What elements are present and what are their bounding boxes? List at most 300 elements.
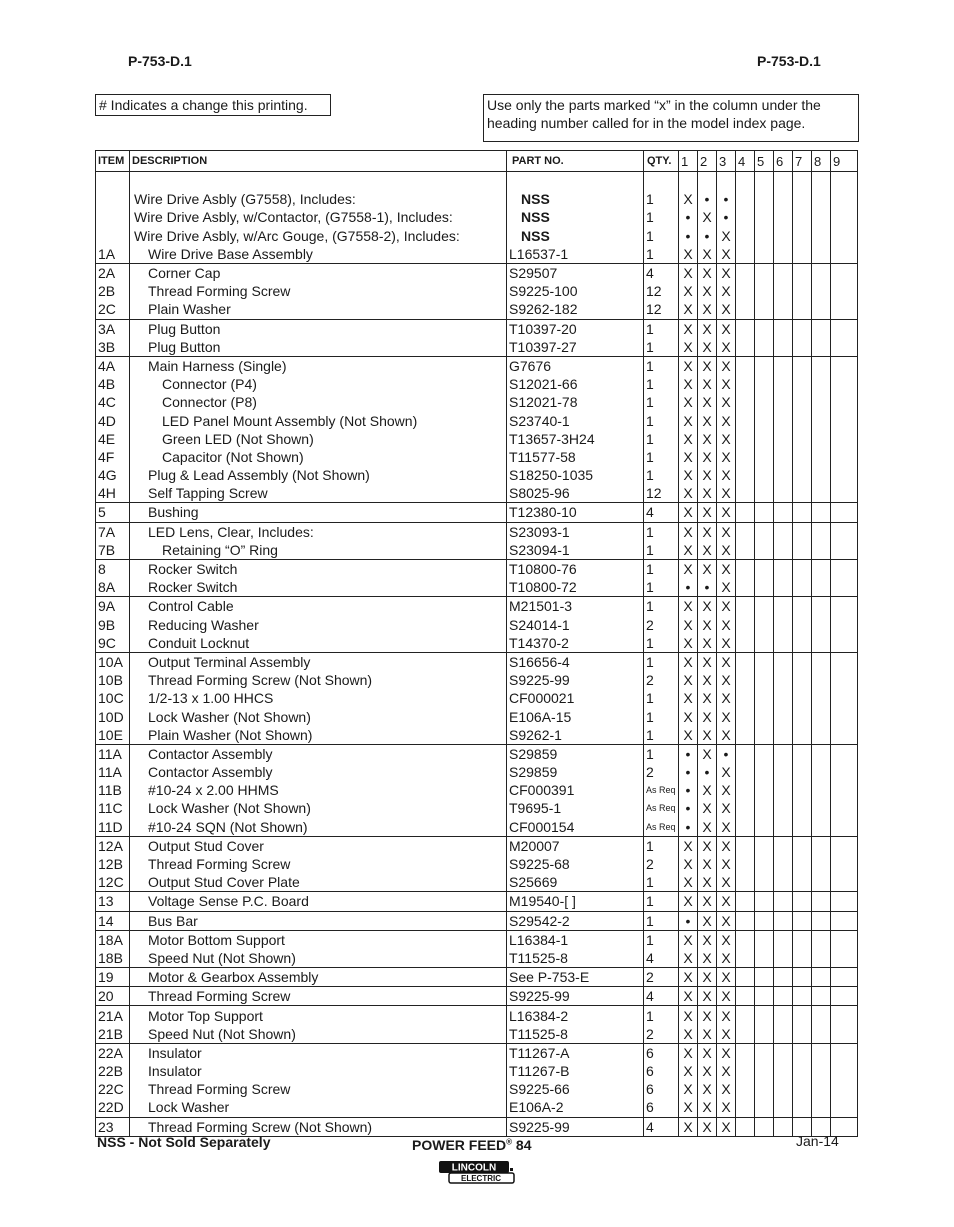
model-3-mark: X (717, 484, 736, 503)
item-description: Green LED (Not Shown) (130, 430, 507, 448)
product-model: 84 (512, 1137, 532, 1153)
model-8-mark (812, 1062, 831, 1080)
model-2-mark: X (698, 726, 717, 745)
model-4-mark (736, 338, 755, 357)
model-1-mark: X (679, 873, 698, 892)
model-5-mark (755, 559, 774, 578)
quantity: 1 (644, 356, 679, 375)
part-number: T10800-72 (507, 578, 644, 597)
model-5-mark (755, 393, 774, 411)
model-9-mark (831, 282, 858, 300)
change-note: # Indicates a change this printing. (95, 94, 331, 116)
model-1-mark: X (679, 411, 698, 429)
model-9-mark (831, 671, 858, 689)
model-4-mark (736, 616, 755, 634)
part-number: CF000021 (507, 689, 644, 707)
table-row (96, 541, 858, 560)
model-5-mark (755, 836, 774, 855)
model-6-mark (774, 1025, 793, 1044)
part-number: S23094-1 (507, 541, 644, 560)
model-6-mark (774, 375, 793, 393)
model-3-mark: X (717, 227, 736, 245)
part-number: L16384-2 (507, 1006, 644, 1025)
item-description: Main Harness (Single) (130, 356, 507, 375)
model-5-mark (755, 338, 774, 357)
item-number: 21B (96, 1025, 130, 1044)
part-number: S9225-100 (507, 282, 644, 300)
nss-legend: NSS - Not Sold Separately (97, 1134, 271, 1150)
model-2-mark: X (698, 987, 717, 1006)
model-3-mark: X (717, 652, 736, 671)
model-6-mark (774, 911, 793, 930)
model-2-mark: • (698, 227, 717, 245)
model-8-mark (812, 338, 831, 357)
quantity: 1 (644, 559, 679, 578)
model-1-mark: X (679, 1098, 698, 1117)
model-2-mark: X (698, 338, 717, 357)
part-number: S9225-99 (507, 1117, 644, 1136)
model-2-mark: X (698, 855, 717, 873)
model-5-mark (755, 616, 774, 634)
model-5-mark (755, 968, 774, 987)
model-8-mark (812, 522, 831, 541)
model-8-mark (812, 781, 831, 799)
table-row (96, 873, 858, 892)
item-number: 10A (96, 652, 130, 671)
item-description: Bushing (130, 503, 507, 522)
model-3-mark: X (717, 1025, 736, 1044)
model-8-mark (812, 873, 831, 892)
model-5-mark (755, 1098, 774, 1117)
model-7-mark (793, 208, 812, 226)
model-1-mark: • (679, 763, 698, 781)
model-4-mark (736, 726, 755, 745)
item-description: LED Panel Mount Assembly (Not Shown) (130, 411, 507, 429)
table-row (96, 430, 858, 448)
quantity: 6 (644, 1080, 679, 1098)
quantity: 1 (644, 597, 679, 616)
table-row (96, 671, 858, 689)
item-number: 4F (96, 448, 130, 466)
model-3-mark: X (717, 1080, 736, 1098)
product-name (412, 1137, 532, 1153)
item-description: Plug & Lead Assembly (Not Shown) (130, 466, 507, 484)
quantity: 1 (644, 208, 679, 226)
model-6-mark (774, 356, 793, 375)
model-8-mark (812, 190, 831, 208)
item-number: 13 (96, 892, 130, 911)
model-5-mark (755, 892, 774, 911)
part-number: T11525-8 (507, 949, 644, 968)
model-4-mark (736, 818, 755, 837)
item-number (96, 227, 130, 245)
model-8-mark (812, 1006, 831, 1025)
quantity: 1 (644, 430, 679, 448)
model-8-mark (812, 799, 831, 817)
model-7-mark (793, 873, 812, 892)
quantity: 1 (644, 873, 679, 892)
model-5-mark (755, 245, 774, 264)
model-8-mark (812, 652, 831, 671)
model-5-mark (755, 634, 774, 653)
model-4-mark (736, 836, 755, 855)
model-9-mark (831, 836, 858, 855)
model-8-mark (812, 208, 831, 226)
model-2-mark: X (698, 1080, 717, 1098)
model-2-mark: X (698, 689, 717, 707)
model-3-mark: X (717, 968, 736, 987)
model-8-mark (812, 911, 831, 930)
model-7-mark (793, 503, 812, 522)
model-6-mark (774, 1117, 793, 1136)
model-6-mark (774, 263, 793, 282)
table-row (96, 744, 858, 763)
item-number: 3A (96, 319, 130, 338)
model-7-mark (793, 707, 812, 725)
model-1-mark: X (679, 1117, 698, 1136)
item-number: 2B (96, 282, 130, 300)
model-9-mark (831, 1025, 858, 1044)
model-1-mark: X (679, 1043, 698, 1062)
model-8-mark (812, 393, 831, 411)
model-2-mark: X (698, 968, 717, 987)
model-1-mark: X (679, 836, 698, 855)
model-9-mark (831, 393, 858, 411)
model-9-mark (831, 744, 858, 763)
model-9-mark (831, 1080, 858, 1098)
part-number: S9262-1 (507, 726, 644, 745)
model-9-mark (831, 799, 858, 817)
part-number: T10800-76 (507, 559, 644, 578)
model-1-mark: X (679, 726, 698, 745)
model-6-mark (774, 522, 793, 541)
item-description: Voltage Sense P.C. Board (130, 892, 507, 911)
model-1-mark: X (679, 282, 698, 300)
table-row (96, 393, 858, 411)
item-number: 9A (96, 597, 130, 616)
item-description: 1/2-13 x 1.00 HHCS (130, 689, 507, 707)
model-8-mark (812, 484, 831, 503)
item-description: Wire Drive Asbly (G7558), Includes: (130, 190, 507, 208)
model-6-mark (774, 671, 793, 689)
item-number: 10C (96, 689, 130, 707)
model-5-mark (755, 818, 774, 837)
model-4-mark (736, 559, 755, 578)
model-4-mark (736, 1043, 755, 1062)
model-8-mark (812, 616, 831, 634)
model-2-mark: X (698, 375, 717, 393)
model-4-mark (736, 263, 755, 282)
item-number: 1A (96, 245, 130, 264)
item-description: Connector (P4) (130, 375, 507, 393)
model-6-mark (774, 208, 793, 226)
model-2-mark: X (698, 245, 717, 264)
model-9-mark (831, 227, 858, 245)
item-description: Contactor Assembly (130, 744, 507, 763)
part-number: NSS (507, 227, 644, 245)
model-9-mark (831, 781, 858, 799)
model-5-mark (755, 282, 774, 300)
item-description: Output Terminal Assembly (130, 652, 507, 671)
model-1-mark: • (679, 227, 698, 245)
item-description: Plain Washer (130, 300, 507, 319)
model-1-mark: • (679, 208, 698, 226)
model-1-mark: X (679, 466, 698, 484)
col-model-4: 4 (736, 151, 755, 172)
part-number: M20007 (507, 836, 644, 855)
model-4-mark (736, 911, 755, 930)
table-row (96, 1025, 858, 1044)
model-6-mark (774, 781, 793, 799)
model-2-mark: X (698, 1098, 717, 1117)
part-number: S25669 (507, 873, 644, 892)
model-3-mark: X (717, 282, 736, 300)
quantity: 1 (644, 338, 679, 357)
model-7-mark (793, 430, 812, 448)
model-1-mark: X (679, 1006, 698, 1025)
model-3-mark: X (717, 763, 736, 781)
quantity: 1 (644, 190, 679, 208)
model-5-mark (755, 208, 774, 226)
item-description: Self Tapping Screw (130, 484, 507, 503)
model-2-mark: X (698, 430, 717, 448)
model-6-mark (774, 300, 793, 319)
model-2-mark: X (698, 634, 717, 653)
model-7-mark (793, 744, 812, 763)
quantity: 6 (644, 1062, 679, 1080)
item-description: Thread Forming Screw (Not Shown) (130, 1117, 507, 1136)
model-3-mark: X (717, 356, 736, 375)
model-6-mark (774, 855, 793, 873)
model-7-mark (793, 781, 812, 799)
model-4-mark (736, 300, 755, 319)
model-2-mark: X (698, 282, 717, 300)
model-7-mark (793, 763, 812, 781)
spacer-row (96, 172, 858, 191)
table-row (96, 1098, 858, 1117)
model-2-mark: X (698, 393, 717, 411)
part-number: M19540-[ ] (507, 892, 644, 911)
model-3-mark: • (717, 190, 736, 208)
item-number: 4G (96, 466, 130, 484)
quantity: 12 (644, 282, 679, 300)
model-7-mark (793, 227, 812, 245)
model-8-mark (812, 818, 831, 837)
model-8-mark (812, 245, 831, 264)
part-number: S9225-99 (507, 987, 644, 1006)
model-6-mark (774, 597, 793, 616)
item-description: Speed Nut (Not Shown) (130, 1025, 507, 1044)
model-4-mark (736, 1025, 755, 1044)
model-1-mark: X (679, 949, 698, 968)
model-6-mark (774, 634, 793, 653)
model-7-mark (793, 1098, 812, 1117)
model-6-mark (774, 393, 793, 411)
model-2-mark: X (698, 559, 717, 578)
item-number: 2A (96, 263, 130, 282)
model-5-mark (755, 541, 774, 560)
item-description: Plug Button (130, 338, 507, 357)
table-row (96, 763, 858, 781)
part-number: S9262-182 (507, 300, 644, 319)
model-5-mark (755, 689, 774, 707)
quantity: As Req (644, 818, 679, 837)
model-5-mark (755, 503, 774, 522)
quantity: 4 (644, 263, 679, 282)
quantity: 1 (644, 707, 679, 725)
model-9-mark (831, 873, 858, 892)
model-7-mark (793, 466, 812, 484)
model-3-mark: X (717, 578, 736, 597)
model-9-mark (831, 300, 858, 319)
model-7-mark (793, 1062, 812, 1080)
model-9-mark (831, 559, 858, 578)
model-2-mark: X (698, 319, 717, 338)
part-number: G7676 (507, 356, 644, 375)
model-3-mark: X (717, 393, 736, 411)
model-4-mark (736, 319, 755, 338)
model-9-mark (831, 190, 858, 208)
model-7-mark (793, 338, 812, 357)
model-9-mark (831, 356, 858, 375)
model-7-mark (793, 411, 812, 429)
model-7-mark (793, 855, 812, 873)
item-description: Wire Drive Base Assembly (130, 245, 507, 264)
model-7-mark (793, 799, 812, 817)
model-5-mark (755, 356, 774, 375)
model-2-mark: X (698, 1006, 717, 1025)
table-row (96, 356, 858, 375)
model-9-mark (831, 930, 858, 949)
item-number: 7A (96, 522, 130, 541)
model-2-mark: X (698, 671, 717, 689)
model-3-mark: X (717, 559, 736, 578)
model-5-mark (755, 411, 774, 429)
model-5-mark (755, 227, 774, 245)
item-description: Thread Forming Screw (130, 855, 507, 873)
table-row (96, 319, 858, 338)
table-row (96, 263, 858, 282)
model-5-mark (755, 1117, 774, 1136)
table-row (96, 726, 858, 745)
model-2-mark: X (698, 707, 717, 725)
model-4-mark (736, 1117, 755, 1136)
table-row (96, 1043, 858, 1062)
quantity: 2 (644, 1025, 679, 1044)
model-2-mark: X (698, 873, 717, 892)
model-3-mark: X (717, 1043, 736, 1062)
model-8-mark (812, 227, 831, 245)
model-2-mark: X (698, 744, 717, 763)
model-5-mark (755, 1025, 774, 1044)
model-6-mark (774, 707, 793, 725)
item-description: Lock Washer (130, 1098, 507, 1117)
model-9-mark (831, 522, 858, 541)
model-2-mark: X (698, 1043, 717, 1062)
model-9-mark (831, 430, 858, 448)
model-8-mark (812, 356, 831, 375)
quantity: 2 (644, 763, 679, 781)
model-1-mark: • (679, 799, 698, 817)
part-number: S29859 (507, 763, 644, 781)
model-6-mark (774, 338, 793, 357)
model-8-mark (812, 707, 831, 725)
item-description: #10-24 SQN (Not Shown) (130, 818, 507, 837)
model-6-mark (774, 282, 793, 300)
item-description: Contactor Assembly (130, 763, 507, 781)
item-number: 12A (96, 836, 130, 855)
model-3-mark: X (717, 689, 736, 707)
model-4-mark (736, 1006, 755, 1025)
model-4-mark (736, 652, 755, 671)
model-3-mark: X (717, 818, 736, 837)
model-8-mark (812, 1080, 831, 1098)
model-1-mark: X (679, 987, 698, 1006)
model-3-mark: X (717, 263, 736, 282)
part-number: T10397-27 (507, 338, 644, 357)
model-7-mark (793, 652, 812, 671)
model-1-mark: X (679, 190, 698, 208)
model-1-mark: X (679, 855, 698, 873)
table-row (96, 597, 858, 616)
col-model-3: 3 (717, 151, 736, 172)
model-2-mark: X (698, 652, 717, 671)
quantity: 1 (644, 689, 679, 707)
model-4-mark (736, 799, 755, 817)
model-8-mark (812, 375, 831, 393)
quantity: 1 (644, 892, 679, 911)
model-7-mark (793, 892, 812, 911)
model-5-mark (755, 597, 774, 616)
item-description: Wire Drive Asbly, w/Contactor, (G7558-1), Includes: (130, 208, 507, 226)
model-5-mark (755, 763, 774, 781)
model-7-mark (793, 1006, 812, 1025)
part-number: T9695-1 (507, 799, 644, 817)
model-2-mark: X (698, 448, 717, 466)
col-model-6: 6 (774, 151, 793, 172)
part-number: CF000154 (507, 818, 644, 837)
table-row (96, 930, 858, 949)
item-number: 22D (96, 1098, 130, 1117)
model-9-mark (831, 597, 858, 616)
model-9-mark (831, 245, 858, 264)
model-6-mark (774, 245, 793, 264)
model-7-mark (793, 836, 812, 855)
model-1-mark: X (679, 968, 698, 987)
model-4-mark (736, 855, 755, 873)
model-5-mark (755, 319, 774, 338)
table-row (96, 466, 858, 484)
model-3-mark: X (717, 781, 736, 799)
model-7-mark (793, 245, 812, 264)
model-3-mark: X (717, 836, 736, 855)
table-row (96, 818, 858, 837)
model-2-mark: X (698, 503, 717, 522)
model-5-mark (755, 1043, 774, 1062)
part-number: S29859 (507, 744, 644, 763)
model-6-mark (774, 578, 793, 597)
model-1-mark: X (679, 356, 698, 375)
model-7-mark (793, 559, 812, 578)
model-1-mark: • (679, 578, 698, 597)
model-5-mark (755, 466, 774, 484)
model-1-mark: X (679, 375, 698, 393)
model-7-mark (793, 282, 812, 300)
table-row (96, 227, 858, 245)
model-6-mark (774, 1080, 793, 1098)
model-4-mark (736, 484, 755, 503)
model-2-mark: X (698, 1062, 717, 1080)
